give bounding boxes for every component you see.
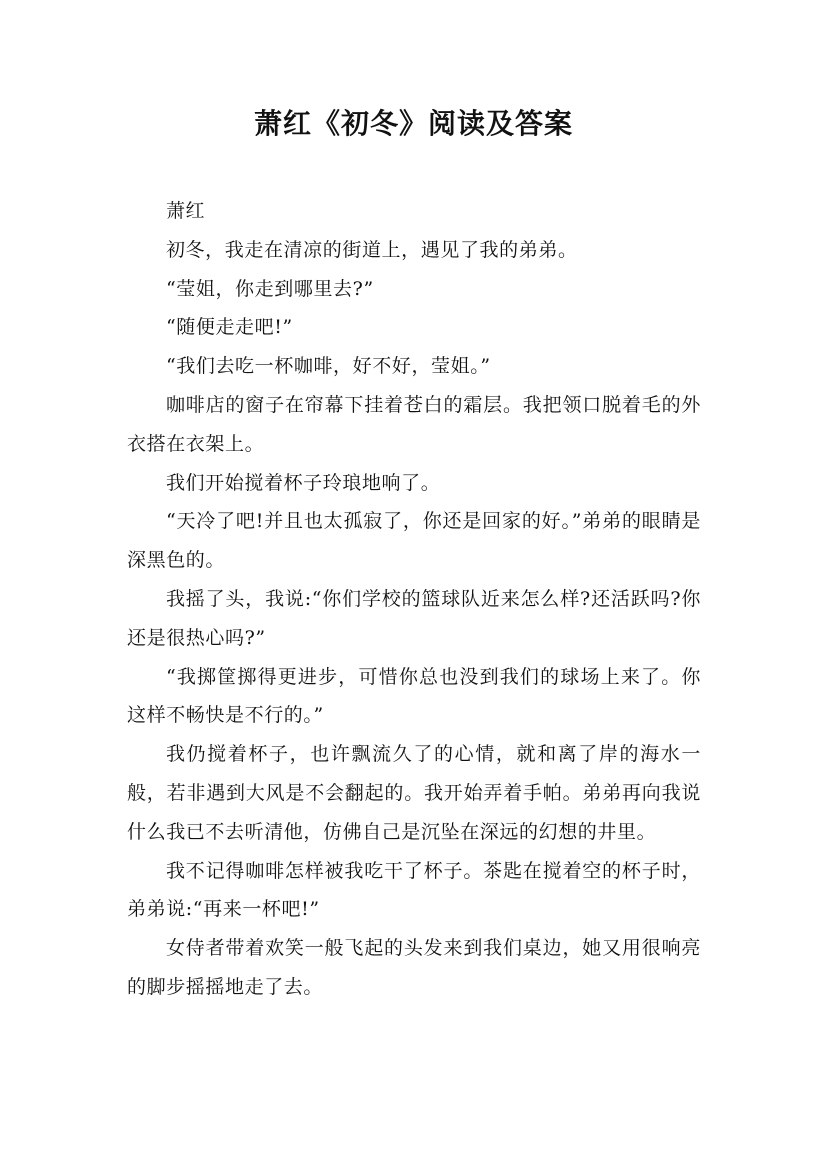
- paragraph: 我不记得咖啡怎样被我吃干了杯子。茶匙在搅着空的杯子时，弟弟说:“再来一杯吧!”: [127, 859, 701, 921]
- paragraph: 咖啡店的窗子在帘幕下挂着苍白的霜层。我把领口脱着毛的外衣搭在衣架上。: [127, 393, 701, 455]
- paragraph: “我掷筐掷得更进步，可惜你总也没到我们的球场上来了。你这样不畅快是不行的。”: [127, 665, 701, 727]
- paragraph: “我们去吃一杯咖啡，好不好，莹姐。”: [165, 355, 491, 378]
- article-body: [127, 192, 701, 1007]
- paragraph: 我摇了头，我说:“你们学校的篮球队近来怎么样?还活跃吗?你还是很热心吗?”: [127, 587, 701, 649]
- paragraph: “莹姐，你走到哪里去?”: [165, 277, 374, 300]
- paragraph: “天冷了吧!并且也太孤寂了，你还是回家的好。”弟弟的眼睛是深黑色的。: [127, 510, 701, 572]
- paragraph: 女侍者带着欢笑一般飞起的头发来到我们桌边，她又用很响亮的脚步摇摇地走了去。: [127, 937, 701, 998]
- paragraph: “随便走走吧!”: [165, 316, 293, 339]
- document-title: 萧红《初冬》阅读及答案: [253, 107, 573, 140]
- paragraph: 初冬，我走在清凉的街道上，遇见了我的弟弟。: [165, 238, 578, 261]
- paragraph: 我们开始搅着杯子玲琅地响了。: [165, 471, 441, 494]
- paragraph: 我仍搅着杯子，也许飘流久了的心情，就和离了岸的海水一般，若非遇到大风是不会翻起的。我开始弄着手帕。弟弟再向我说什么我已不去听清他，仿佛自己是沉坠在深远的幻想的井里。: [127, 743, 701, 843]
- author-line: 萧红: [165, 200, 206, 222]
